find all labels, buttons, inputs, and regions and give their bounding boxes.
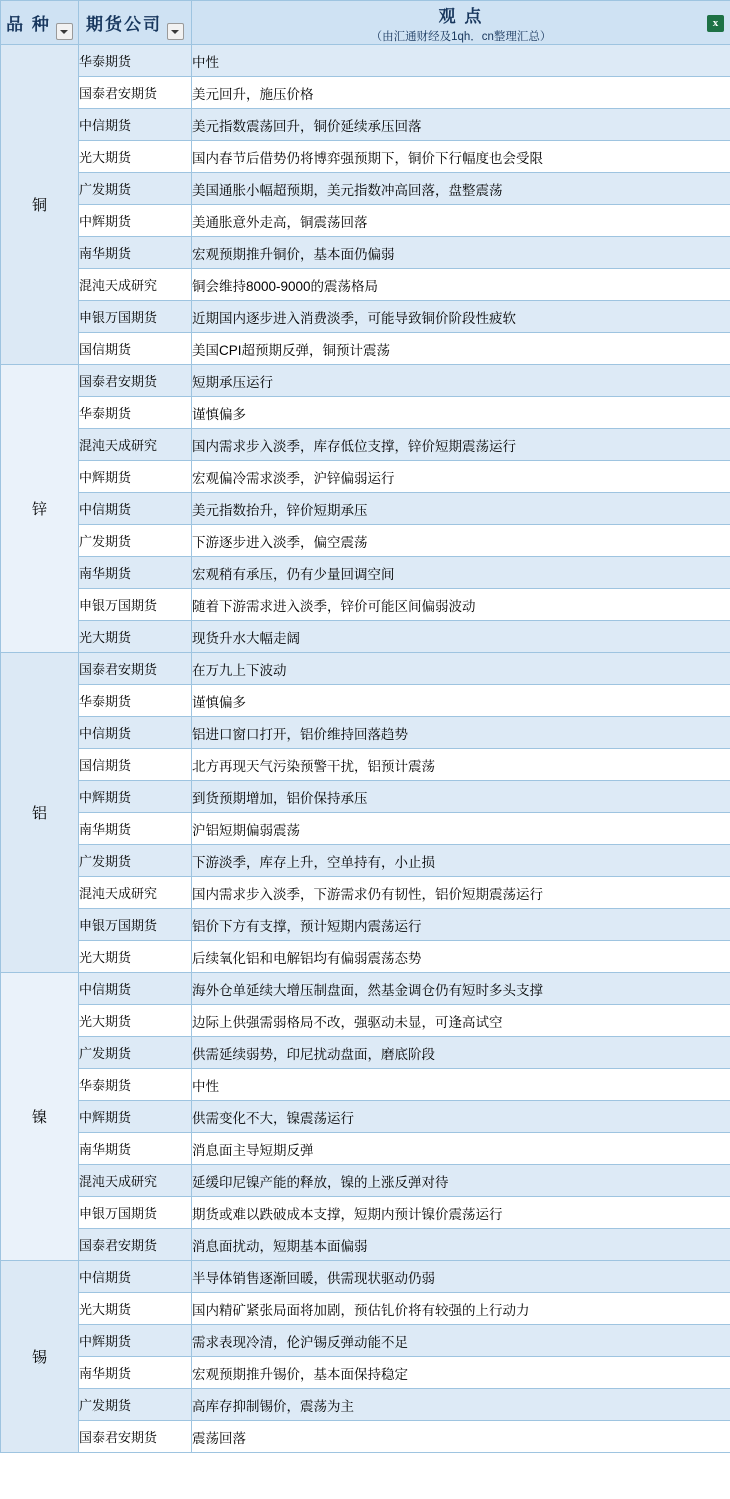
- view-cell: 供需变化不大，镍震荡运行: [192, 1101, 730, 1133]
- table-row: [1, 1421, 730, 1453]
- firm-cell: 光大期货: [79, 941, 192, 973]
- firm-cell: 申银万国期货: [79, 301, 192, 333]
- table-row: [1, 621, 730, 653]
- view-cell: 消息面扰动，短期基本面偏弱: [192, 1229, 730, 1261]
- variety-cell: 铝: [1, 653, 79, 973]
- firm-cell: 国信期货: [79, 749, 192, 781]
- view-cell: 供需延续弱势，印尼扰动盘面，磨底阶段: [192, 1037, 730, 1069]
- firm-cell: 华泰期货: [79, 397, 192, 429]
- table-row: [1, 845, 730, 877]
- firm-cell: 国泰君安期货: [79, 1421, 192, 1453]
- firm-cell: 光大期货: [79, 1293, 192, 1325]
- header-variety: [1, 1, 79, 45]
- firm-cell: 广发期货: [79, 173, 192, 205]
- table-row: [1, 557, 730, 589]
- view-cell: 期货或难以跌破成本支撑，短期内预计镍价震荡运行: [192, 1197, 730, 1229]
- view-cell: 国内精矿紧张局面将加剧，预估钆价将有较强的上行动力: [192, 1293, 730, 1325]
- table-row: [1, 1037, 730, 1069]
- filter-dropdown-icon[interactable]: [167, 23, 184, 40]
- table-row: [1, 1229, 730, 1261]
- firm-cell: 南华期货: [79, 237, 192, 269]
- header-view: [192, 1, 730, 45]
- table-row: [1, 205, 730, 237]
- firm-cell: 中辉期货: [79, 1325, 192, 1357]
- table-row: [1, 685, 730, 717]
- view-cell: 沪铝短期偏弱震荡: [192, 813, 730, 845]
- view-cell: 后续氧化铝和电解铝均有偏弱震荡态势: [192, 941, 730, 973]
- firm-cell: 申银万国期货: [79, 909, 192, 941]
- firm-cell: 国泰君安期货: [79, 653, 192, 685]
- view-cell: 美通胀意外走高，铜震荡回落: [192, 205, 730, 237]
- view-cell: 消息面主导短期反弹: [192, 1133, 730, 1165]
- firm-cell: 国泰君安期货: [79, 1229, 192, 1261]
- view-cell: 现货升水大幅走阔: [192, 621, 730, 653]
- filter-dropdown-icon[interactable]: [56, 23, 73, 40]
- view-cell: 美国CPI超预期反弹，铜预计震荡: [192, 333, 730, 365]
- table-row: [1, 941, 730, 973]
- firm-cell: 光大期货: [79, 621, 192, 653]
- view-cell: 随着下游需求进入淡季，锌价可能区间偏弱波动: [192, 589, 730, 621]
- view-cell: 宏观预期推升锡价，基本面保持稳定: [192, 1357, 730, 1389]
- firm-cell: 国泰君安期货: [79, 365, 192, 397]
- table-row: [1, 1197, 730, 1229]
- table-row: [1, 717, 730, 749]
- view-cell: 铝价下方有支撑，预计短期内震荡运行: [192, 909, 730, 941]
- table-row: [1, 525, 730, 557]
- view-cell: 铝进口窗口打开，铝价维持回落趋势: [192, 717, 730, 749]
- table-row: [1, 237, 730, 269]
- table-row: [1, 45, 730, 77]
- firm-cell: 光大期货: [79, 1005, 192, 1037]
- firm-cell: 国信期货: [79, 333, 192, 365]
- firm-cell: 申银万国期货: [79, 1197, 192, 1229]
- table-row: [1, 333, 730, 365]
- firm-cell: 中辉期货: [79, 461, 192, 493]
- view-cell: 谨慎偏多: [192, 685, 730, 717]
- table-row: [1, 109, 730, 141]
- firm-cell: 中信期货: [79, 109, 192, 141]
- view-cell: 下游淡季，库存上升，空单持有，小止损: [192, 845, 730, 877]
- table-row: [1, 1389, 730, 1421]
- table-header-row: [1, 1, 730, 45]
- firm-cell: 混沌天成研究: [79, 877, 192, 909]
- view-cell: 高库存抑制锡价，震荡为主: [192, 1389, 730, 1421]
- table-row: [1, 301, 730, 333]
- firm-cell: 中信期货: [79, 1261, 192, 1293]
- view-cell: 宏观稍有承压，仍有少量回调空间: [192, 557, 730, 589]
- view-cell: 延缓印尼镍产能的释放，镍的上涨反弹对待: [192, 1165, 730, 1197]
- view-cell: 谨慎偏多: [192, 397, 730, 429]
- table-row: [1, 429, 730, 461]
- view-cell: 需求表现冷清，伦沪锡反弹动能不足: [192, 1325, 730, 1357]
- table-row: [1, 909, 730, 941]
- table-row: [1, 365, 730, 397]
- view-cell: 边际上供强需弱格局不改，强驱动未显，可逢高试空: [192, 1005, 730, 1037]
- firm-cell: 南华期货: [79, 813, 192, 845]
- variety-cell: 铜: [1, 45, 79, 365]
- table-row: [1, 1133, 730, 1165]
- table-row: [1, 1325, 730, 1357]
- view-cell: 下游逐步进入淡季，偏空震荡: [192, 525, 730, 557]
- firm-cell: 混沌天成研究: [79, 269, 192, 301]
- view-cell: 短期承压运行: [192, 365, 730, 397]
- view-cell: 国内需求步入淡季，库存低位支撑，锌价短期震荡运行: [192, 429, 730, 461]
- firm-cell: 国泰君安期货: [79, 77, 192, 109]
- firm-cell: 广发期货: [79, 845, 192, 877]
- firm-cell: 中辉期货: [79, 1101, 192, 1133]
- table-row: [1, 1165, 730, 1197]
- firm-cell: 中信期货: [79, 493, 192, 525]
- view-cell: 中性: [192, 1069, 730, 1101]
- table-row: [1, 269, 730, 301]
- table-row: [1, 141, 730, 173]
- table-row: [1, 1293, 730, 1325]
- view-cell: 震荡回落: [192, 1421, 730, 1453]
- header-variety-label: 品 种: [6, 15, 51, 34]
- firm-cell: 光大期货: [79, 141, 192, 173]
- view-cell: 半导体销售逐渐回暖，供需现状驱动仍弱: [192, 1261, 730, 1293]
- header-view-subtitle: （由汇通财经及1qh．cn整理汇总）: [370, 30, 552, 43]
- firm-cell: 申银万国期货: [79, 589, 192, 621]
- view-cell: 宏观预期推升铜价，基本面仍偏弱: [192, 237, 730, 269]
- table-row: [1, 877, 730, 909]
- table-row: [1, 1261, 730, 1293]
- view-cell: 到货预期增加，铝价保持承压: [192, 781, 730, 813]
- view-cell: 美元回升，施压价格: [192, 77, 730, 109]
- view-cell: 铜会维持8000-9000的震荡格局: [192, 269, 730, 301]
- table-body: [1, 45, 730, 1453]
- view-cell: 中性: [192, 45, 730, 77]
- view-cell: 美国通胀小幅超预期，美元指数冲高回落，盘整震荡: [192, 173, 730, 205]
- table-row: [1, 1101, 730, 1133]
- firm-cell: 华泰期货: [79, 1069, 192, 1101]
- table-row: [1, 653, 730, 685]
- firm-cell: 中辉期货: [79, 205, 192, 237]
- table-row: [1, 493, 730, 525]
- header-view-label: 观 点: [438, 6, 484, 26]
- view-cell: 美元指数震荡回升，铜价延续承压回落: [192, 109, 730, 141]
- firm-cell: 中信期货: [79, 973, 192, 1005]
- firm-cell: 南华期货: [79, 557, 192, 589]
- firm-cell: 华泰期货: [79, 685, 192, 717]
- firm-cell: 中辉期货: [79, 781, 192, 813]
- table-row: [1, 77, 730, 109]
- variety-cell: 镍: [1, 973, 79, 1261]
- view-cell: 北方再现天气污染预警干扰，铝预计震荡: [192, 749, 730, 781]
- view-cell: 国内需求步入淡季，下游需求仍有韧性，铝价短期震荡运行: [192, 877, 730, 909]
- firm-cell: 混沌天成研究: [79, 429, 192, 461]
- table-row: [1, 749, 730, 781]
- header-firm-label: 期货公司: [86, 15, 162, 34]
- excel-logo-icon: x: [707, 15, 724, 32]
- variety-cell: 锌: [1, 365, 79, 653]
- view-cell: 宏观偏冷需求淡季，沪锌偏弱运行: [192, 461, 730, 493]
- table-row: [1, 813, 730, 845]
- firm-cell: 广发期货: [79, 1389, 192, 1421]
- table-row: [1, 397, 730, 429]
- table-row: [1, 1069, 730, 1101]
- table-row: [1, 173, 730, 205]
- table-row: [1, 461, 730, 493]
- header-firm: [79, 1, 192, 45]
- firm-cell: 广发期货: [79, 525, 192, 557]
- view-cell: 美元指数抬升，锌价短期承压: [192, 493, 730, 525]
- table-row: [1, 973, 730, 1005]
- firm-cell: 中信期货: [79, 717, 192, 749]
- firm-cell: 广发期货: [79, 1037, 192, 1069]
- table-row: [1, 781, 730, 813]
- view-cell: 近期国内逐步进入消费淡季，可能导致铜价阶段性疲软: [192, 301, 730, 333]
- variety-cell: 锡: [1, 1261, 79, 1453]
- view-cell: 在万九上下波动: [192, 653, 730, 685]
- view-cell: 海外仓单延续大增压制盘面，然基金调仓仍有短时多头支撑: [192, 973, 730, 1005]
- firm-cell: 南华期货: [79, 1133, 192, 1165]
- table-row: [1, 1357, 730, 1389]
- firm-cell: 混沌天成研究: [79, 1165, 192, 1197]
- firm-cell: 南华期货: [79, 1357, 192, 1389]
- table-row: [1, 589, 730, 621]
- table-row: [1, 1005, 730, 1037]
- view-cell: 国内春节后借势仍将博弈强预期下，铜价下行幅度也会受限: [192, 141, 730, 173]
- firm-cell: 华泰期货: [79, 45, 192, 77]
